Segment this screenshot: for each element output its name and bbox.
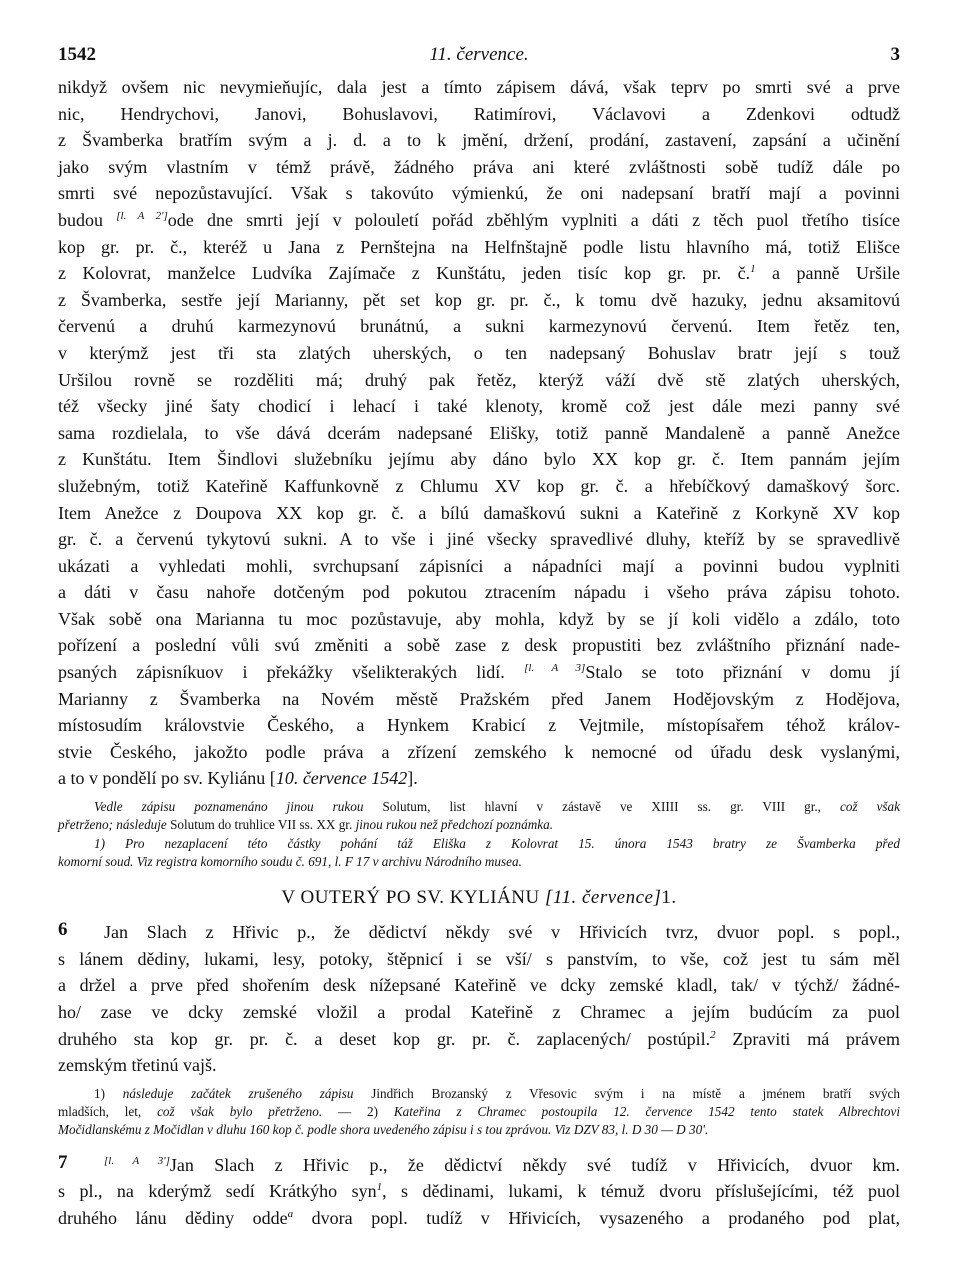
footnote-line <box>58 1085 900 1103</box>
date-citation: 10. července 1542 <box>275 768 408 789</box>
text-fragment: Zpraviti má právem <box>715 1028 900 1049</box>
footnote-line: komorní soud. Viz registra komorního soudu č. 691, l. F 17 v archivu Národního musea. <box>58 853 522 869</box>
text-line: Však sobě ona Marianna tu moc pozůstavuje, aby mohla, když by se jí koli vidělo a zdálo, toto <box>58 608 900 629</box>
footnote-mark: 1 <box>750 263 756 276</box>
header-year: 1542 <box>58 44 96 65</box>
text-line <box>58 1026 900 1053</box>
text-line <box>58 1205 900 1232</box>
text-line: nic, Hendrychovi, Janovi, Bohuslavovi, Ratimírovi, Václavovi a Zdenkovi odtudž <box>58 103 900 124</box>
text-line: zemským třetinú vajš. <box>58 1055 217 1076</box>
text-line <box>58 765 900 792</box>
text-line <box>58 1152 900 1179</box>
text-line: gr. č. a červenú tykytovú sukni. A to vše i jiné všecky spravedlivé dluhy, kteříž by se spravedlivě <box>58 529 900 550</box>
footnote-mark: a <box>287 1207 294 1220</box>
text-fragment: druhého sta kop gr. pr. č. a deset kop gr. pr. č. zaplacených/ postúpil. <box>58 1028 711 1049</box>
header-date: 11. července. <box>429 44 529 65</box>
note-fragment: přetrženo; následuje <box>58 817 167 833</box>
main-paragraph <box>58 74 900 792</box>
entry-number: 6 <box>58 919 68 941</box>
text-line: z Kunštátu. Item Šindlovi služebníku jejímu aby dáno bylo XX kop gr. č. Item pannám jejím <box>58 449 900 470</box>
text-line: a držel a prve před shořením desk nížepsané Kateřině ve dcky zemské kladl, tak/ v týchž/ žádné- <box>58 975 900 996</box>
text-line: stvie Českého, jakožto podle práva a zřízení zemského k nemocné od úřadu desk vyslanými, <box>58 741 900 762</box>
text-fragment: Jan Slach z Hřivic p., že dědictví někdy své tudíž v Hřivicích, dvuor km. <box>169 1154 900 1175</box>
footnote-mark: 1 <box>376 1181 383 1194</box>
entry-6 <box>58 919 900 1079</box>
text-fragment: ode dne smrti její v polouletí pořád zběhlým vyplniti a dáti z těch puol třetího tisíce <box>167 209 901 230</box>
section-heading <box>58 887 900 909</box>
text-fragment: s pl., na kderýmž sedí Krátkýho syn <box>58 1181 377 1202</box>
document-page <box>58 44 900 1231</box>
heading-mark: 1. <box>661 887 677 909</box>
entry-6-notes <box>58 1085 900 1140</box>
text-line: pořízení a poslední vůli svú změniti a sobě zase z desk propustiti bez zvláštního přiznání nade- <box>58 635 900 656</box>
folio-mark: [l. A 3] <box>524 662 586 675</box>
footnote-line: Močidlanskému z Močidlan v dluhu 160 kop č. podle shora uvedeného zápisu i s tou zprávou. Viz DZV 83, l. D 30 — D 30'. <box>58 1122 709 1138</box>
note-fragment: Solutum do truhlice VII ss. XX gr. <box>166 817 353 833</box>
text-line: z Švamberka bratřím svým a j. d. a to k jmění, držení, prodání, zastavení, zapsání a učinění <box>58 130 900 151</box>
footnote-mark: — 2) <box>322 1104 378 1120</box>
folio-mark: [l. A 3'] <box>104 1154 170 1167</box>
text-line: Item Anežce z Doupova XX kop gr. č. a bílú damaškovú sukni a Kateřině z Korkyně XV kop <box>58 502 900 523</box>
text-line: červenú a druhú karmezynovú brunátnú, a sukni karmezynovú červenú. Item řetěz ten, <box>58 316 900 337</box>
text-line: služebným, totiž Kateřině Kaffunkovně z Chlumu XV kop gr. č. a hřebíčkový damaškový šorc. <box>58 475 900 496</box>
footnote-mark: 1) <box>94 1085 105 1101</box>
text-fragment: ]. <box>407 768 418 789</box>
text-line <box>58 260 900 287</box>
footnote-line <box>58 1103 900 1121</box>
entry-7 <box>58 1152 900 1232</box>
entry-number: 7 <box>58 1151 68 1173</box>
text-line: jako svým vlastním v témž právě, žádného práva ani které zvláštnosti sobě tudíž dále po <box>58 156 900 177</box>
text-line: kop gr. pr. č., kteréž u Jana z Pernštejna na Helfnštajně podle listu hlavního má, totiž Elišce <box>58 236 900 257</box>
text-fragment: , s dědinami, lukami, k témuž dvoru příslušejícími, též puol <box>382 1181 900 1202</box>
running-head <box>58 44 900 74</box>
text-line: v kterýmž jest tři sta zlatých uherských, o ten nadepsaný Bohuslav bratr její s touž <box>58 342 900 363</box>
text-fragment: druhého lánu dědiny odde <box>58 1207 288 1228</box>
text-line <box>58 659 900 686</box>
text-line: a dáti v času nahoře dotčeným pod pokutou ztracením nápadu i všeho práva zápisu tohoto. <box>58 582 900 603</box>
notes-block <box>58 798 900 871</box>
heading-text: V OUTERÝ PO SV. KYLIÁNU <box>281 887 540 909</box>
footnote-line <box>58 835 900 853</box>
text-line: Uršilou rovně se rozděliti má; druhý pak řetěz, kterýž váží dvě stě zlatých uherských, <box>58 369 900 390</box>
heading-date: [11. července] <box>544 887 662 909</box>
text-line: sama rozdielala, to vše dává dcerám nadepsané Elišky, totiž panně Mandaleně a panně Anežce <box>58 422 900 443</box>
text-line: místosudím královstvie Českého, a Hynkem Krabicí z Vejtmile, místopísařem téhož králov- <box>58 715 900 736</box>
note-fragment: což však <box>820 799 900 815</box>
text-fragment: psaných zápisníkuov i překážky všelikterakých lidí. <box>58 662 505 683</box>
text-fragment: dvora popl. tudíž v Hřivicích, vysazeného a prodaného pod plat, <box>293 1207 900 1228</box>
text-line: ho/ zase ve dcky zemské vložil a prodal Kateřině z Chramec a jejím budúcím za puol <box>58 1002 900 1022</box>
footnote-mark: 2 <box>710 1028 716 1041</box>
footnote-text: Pro nezaplacení této částky pohání táž Eliška z Kolovrat 15. února 1543 bratry ze Švamberka před <box>105 835 900 851</box>
note-line <box>58 798 900 816</box>
text-line: s lánem dědiny, lukami, lesy, potoky, štěpnicí i se vší/ s panstvím, to vše, což jest tu sám měl <box>58 948 900 969</box>
text-fragment: z Kolovrat, manželce Ludvíka Zajímače z Kunštátu, jeden tisíc kop gr. pr. č. <box>58 263 751 284</box>
text-line <box>58 1178 900 1205</box>
page-number: 3 <box>890 44 900 65</box>
text-line: z Švamberka, sestře její Marianny, pět set kop gr. pr. č., k tomu dvě hazuky, jednu aksamitovú <box>58 289 900 310</box>
footnote-mark: 1) <box>94 835 105 851</box>
text-line <box>58 207 900 234</box>
text-fragment: a to v pondělí po sv. Kyliánu [ <box>58 768 276 789</box>
note-fragment: jinou rukou než předchozí poznámka. <box>352 817 553 833</box>
note-fragment: Solutum, list hlavní v zástavě ve XIIII ss. gr. VIII gr., <box>363 799 821 815</box>
note-fragment: což však bylo přetrženo. <box>141 1104 323 1120</box>
note-fragment: Jindřich Brozanský z Vřesovic svým i na místě a jménem bratří svých <box>353 1085 900 1101</box>
text-line: Marianny z Švamberka na Novém městě Pražském před Janem Hodějovským z Hodějova, <box>58 688 900 709</box>
folio-mark: [l. A 2'] <box>116 209 168 222</box>
text-line: nikdyž ovšem nic nevymieňujíc, dala jest a tímto zápisem dává, však teprv po smrti své a prve <box>58 77 900 97</box>
note-line <box>58 816 900 834</box>
note-fragment: Kateřina z Chramec postoupila 12. července 1542 tento statek Albrechtovi <box>377 1104 901 1120</box>
text-fragment: budou <box>58 209 103 230</box>
text-line: ukázati a vyhledati mohli, svrchupsaní zápisníci a nápadníci mají a povinni budou vyplniti <box>58 555 900 576</box>
text-fragment: Stalo se toto přiznání v domu jí <box>585 662 900 683</box>
text-line: smrti své nepozůstavující. Však s takovúto výmienkú, že oni nadepsaní bratří mají a povinni <box>58 183 900 204</box>
note-fragment: Vedle zápisu poznamenáno jinou rukou <box>94 799 364 815</box>
note-fragment: následuje začátek zrušeného zápisu <box>105 1085 354 1101</box>
text-line: též všecky jiné šaty chodicí i lehací i také klenoty, kromě což jest dále mezi panny své <box>58 396 900 417</box>
text-line: Jan Slach z Hřivic p., že dědictví někdy své v Hřivicích tvrz, dvuor popl. s popl., <box>104 922 900 943</box>
note-fragment: mladších, let, <box>58 1104 142 1120</box>
text-fragment: a panně Uršile <box>755 263 900 284</box>
